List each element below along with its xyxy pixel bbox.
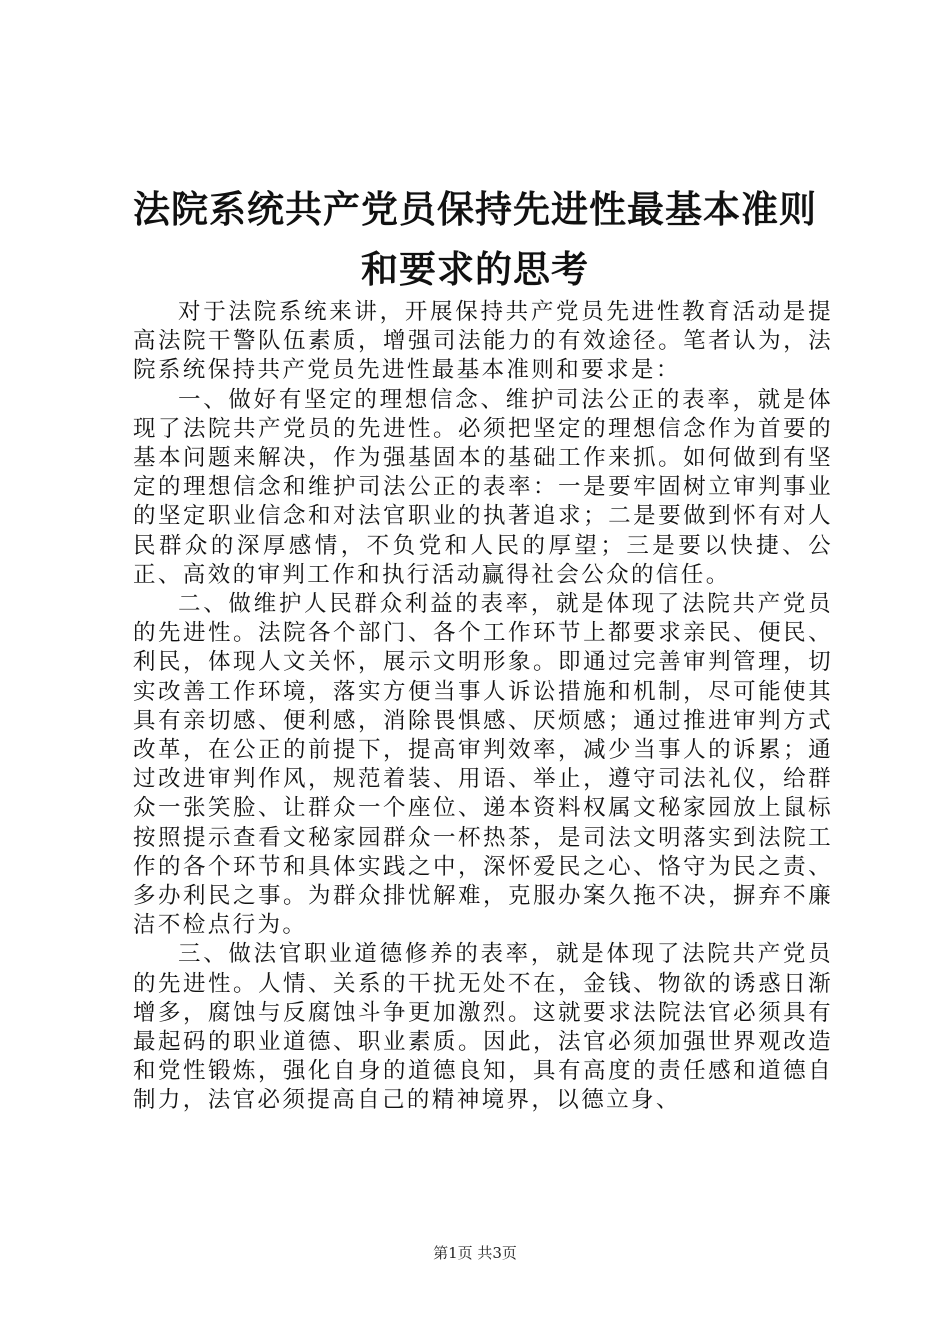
page-number-footer: 第1页 共3页: [433, 1244, 517, 1262]
paragraph-point-three: 三、做法官职业道德修养的表率，就是体现了法院共产党员的先进性。人情、关系的干扰无处不在，金钱、物欲的诱惑日渐增多，腐蚀与反腐蚀斗争更加激烈。这就要求法院法官必须具有最起码的职业道德、职业素质。因此，法官必须加强世界观改造和党性锻炼，强化自身的道德良知，具有高度的责任感和道德自制力，法官必须提高自己的精神境界，以德立身、: [133, 941, 833, 1114]
paragraph-intro: 对于法院系统来讲，开展保持共产党员先进性教育活动是提高法院干警队伍素质，增强司法能力的有效途径。笔者认为，法院系统保持共产党员先进性最基本准则和要求是：: [133, 299, 833, 384]
paragraph-point-two: 二、做维护人民群众利益的表率，就是体现了法院共产党员的先进性。法院各个部门、各个工作环节上都要求亲民、便民、利民，体现人文关怀，展示文明形象。即通过完善审判管理，切实改善工作环境，落实方便当事人诉讼措施和机制，尽可能使其具有亲切感、便利感，消除畏惧感、厌烦感；通过推进审判方式改革，在公正的前提下，提高审判效率，减少当事人的诉累；通过改进审判作风，规范着装、用语、举止，遵守司法礼仪，给群众一张笑脸、让群众一个座位、递本资料权属文秘家园放上鼠标按照提示查看文秘家园群众一杯热茶，是司法文明落实到法院工作的各个环节和具体实践之中，深怀爱民之心、恪守为民之责、多办利民之事。为群众排忧解难，克服办案久拖不决，摒弃不廉洁不检点行为。: [133, 591, 833, 939]
document-body: [133, 298, 833, 1116]
paragraph-point-one: 一、做好有坚定的理想信念、维护司法公正的表率，就是体现了法院共产党员的先进性。必须把坚定的理想信念作为首要的基本问题来解决，作为强基固本的基础工作来抓。如何做到有坚定的理想信念和维护司法公正的表率：一是要牢固树立审判事业的坚定职业信念和对法官职业的执著追求；二是要做到怀有对人民群众的深厚感情，不负党和人民的厚望；三是要以快捷、公正、高效的审判工作和执行活动赢得社会公众的信任。: [133, 386, 833, 588]
document-title: 法院系统共产党员保持先进性最基本准则和要求的思考: [133, 188, 817, 291]
